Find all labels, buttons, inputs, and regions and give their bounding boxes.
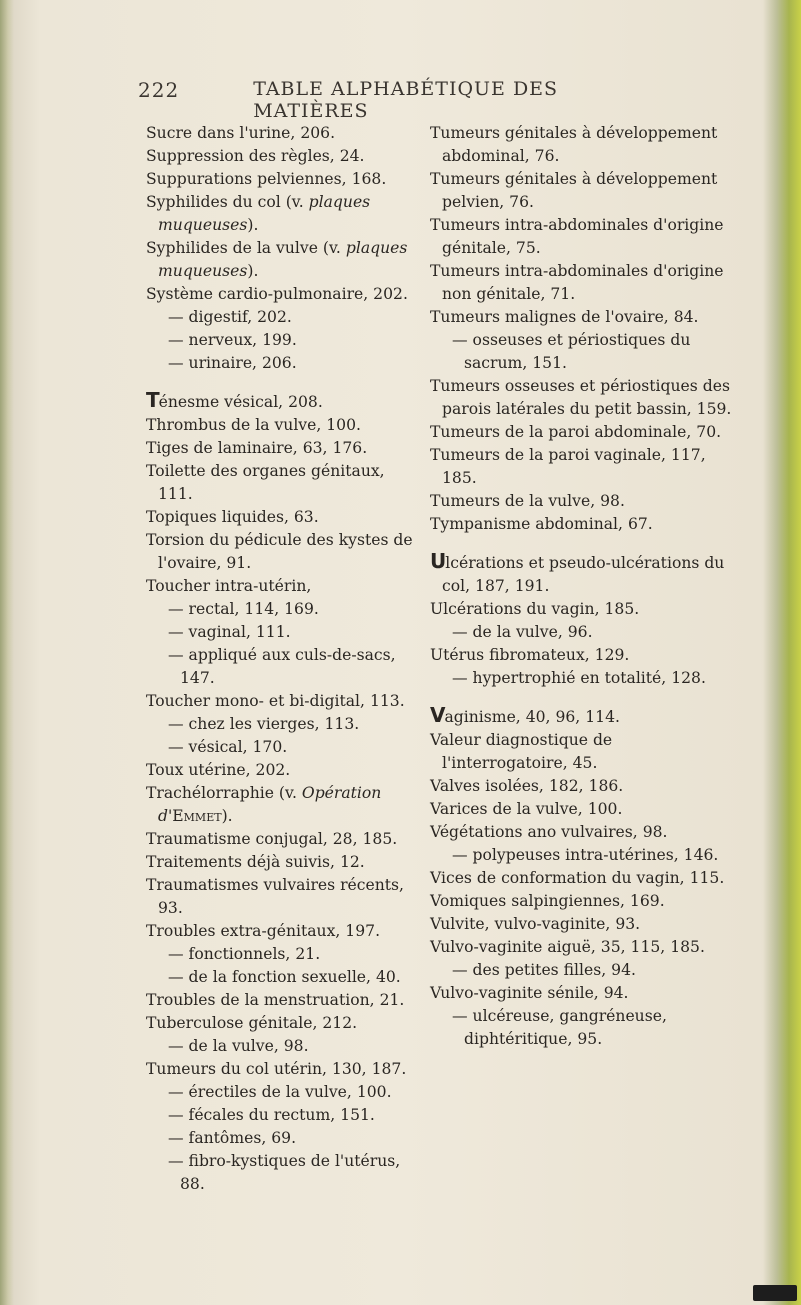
index-entry (146, 529, 416, 575)
index-entry (430, 936, 735, 959)
entry-text: Syphilides de la vulve (v. (146, 239, 346, 257)
entry-text: — érectiles de la vulve, 100. (168, 1083, 392, 1101)
entry-text: — fantômes, 69. (168, 1129, 297, 1147)
index-entry (146, 168, 416, 191)
entry-text: Tumeurs de la vulve, 98. (430, 492, 625, 510)
index-entry (430, 704, 735, 729)
index-entry (430, 122, 735, 168)
index-entry (146, 437, 416, 460)
index-subentry (146, 966, 416, 989)
entry-text: Tiges de laminaire, 63, 176. (146, 439, 368, 457)
entry-text: — digestif, 202. (168, 308, 292, 326)
index-subentry (146, 1150, 416, 1196)
index-subentry (146, 644, 416, 690)
index-entry (430, 421, 735, 444)
entry-text: Système cardio-pulmonaire, 202. (146, 285, 408, 303)
index-entry (430, 890, 735, 913)
entry-text: — hypertrophié en totalité, 128. (452, 669, 706, 687)
entry-text: Tumeurs malignes de l'ovaire, 84. (430, 308, 699, 326)
entry-text: Troubles extra-génitaux, 197. (146, 922, 381, 940)
entry-text: ). (221, 807, 233, 825)
entry-text: Tumeurs de la paroi abdominale, 70. (430, 423, 722, 441)
entry-text: Utérus fibromateux, 129. (430, 646, 630, 664)
entry-text: Tumeurs génitales à développement abdominal, 76. (430, 124, 718, 165)
index-subentry (430, 667, 735, 690)
entry-text: Tumeurs de la paroi vaginale, 117, 185. (430, 446, 706, 487)
entry-text: Toucher mono- et bi-digital, 113. (146, 692, 405, 710)
section-initial: U (430, 549, 446, 573)
index-entry (430, 598, 735, 621)
index-entry (146, 828, 416, 851)
index-entry (430, 913, 735, 936)
index-column-left (146, 122, 416, 1196)
entry-text: — osseuses et périostiques du sacrum, 151. (452, 331, 691, 372)
entry-text: — nerveux, 199. (168, 331, 297, 349)
index-entry (146, 690, 416, 713)
entry-text: — appliqué aux culs-de-sacs, 147. (168, 646, 396, 687)
index-entry (430, 867, 735, 890)
index-subentry (146, 713, 416, 736)
index-entry (430, 821, 735, 844)
entry-italic-ref: plaques muqueuses (158, 239, 408, 280)
index-column-right (430, 122, 735, 1051)
entry-text: — vaginal, 111. (168, 623, 291, 641)
index-subentry (146, 1035, 416, 1058)
entry-text: Traitements déjà suivis, 12. (146, 853, 365, 871)
index-subentry (430, 1005, 735, 1051)
entry-text: Suppurations pelviennes, 168. (146, 170, 387, 188)
index-subentry (430, 329, 735, 375)
index-entry (146, 759, 416, 782)
index-entry (430, 798, 735, 821)
page-number: 222 (138, 78, 180, 102)
index-entry (146, 145, 416, 168)
entry-text: ). (247, 262, 259, 280)
entry-text: énesme vésical, 208. (158, 393, 323, 411)
entry-text: — des petites filles, 94. (452, 961, 636, 979)
index-entry (146, 1012, 416, 1035)
index-entry (430, 490, 735, 513)
entry-text: aginisme, 40, 96, 114. (444, 708, 620, 726)
entry-text: Tympanisme abdominal, 67. (430, 515, 653, 533)
entry-text: — rectal, 114, 169. (168, 600, 319, 618)
index-entry (430, 375, 735, 421)
page-right-edge (763, 0, 801, 1305)
index-entry (146, 122, 416, 145)
section-initial: V (430, 703, 445, 727)
entry-text: Tumeurs osseuses et périostiques des parois latérales du petit bassin, 159. (430, 377, 732, 418)
index-entry (430, 729, 735, 775)
entry-text: Trachélorraphie (v. (146, 784, 302, 802)
entry-text: Syphilides du col (v. (146, 193, 309, 211)
entry-text: Traumatismes vulvaires récents, 93. (146, 876, 404, 917)
entry-text: — de la fonction sexuelle, 40. (168, 968, 401, 986)
entry-text: Topiques liquides, 63. (146, 508, 319, 526)
entry-text: — chez les vierges, 113. (168, 715, 360, 733)
index-entry (146, 1058, 416, 1081)
entry-text: Ulcérations du vagin, 185. (430, 600, 640, 618)
entry-text: — polypeuses intra-utérines, 146. (452, 846, 719, 864)
index-entry (430, 260, 735, 306)
entry-text: — fibro-kystiques de l'utérus, 88. (168, 1152, 401, 1193)
entry-italic-ref: plaques muqueuses (158, 193, 371, 234)
index-entry (146, 851, 416, 874)
entry-text: Vulvo-vaginite sénile, 94. (430, 984, 629, 1002)
index-entry (146, 389, 416, 414)
index-entry (430, 168, 735, 214)
index-subentry (146, 1104, 416, 1127)
entry-text: Torsion du pédicule des kystes de l'ovaire, 91. (146, 531, 413, 572)
index-entry (146, 874, 416, 920)
entry-text: — de la vulve, 96. (452, 623, 593, 641)
index-entry (146, 989, 416, 1012)
section-initial: T (146, 388, 159, 412)
entry-text: Vices de conformation du vagin, 115. (430, 869, 725, 887)
entry-text: Tumeurs du col utérin, 130, 187. (146, 1060, 407, 1078)
entry-text: — fonctionnels, 21. (168, 945, 321, 963)
entry-text: Varices de la vulve, 100. (430, 800, 623, 818)
entry-text: Suppression des règles, 24. (146, 147, 365, 165)
entry-text: — fécales du rectum, 151. (168, 1106, 375, 1124)
index-entry (146, 460, 416, 506)
index-entry (430, 513, 735, 536)
index-subentry (146, 736, 416, 759)
index-entry (146, 920, 416, 943)
entry-text: Valeur diagnostique de l'interrogatoire, 45. (430, 731, 613, 772)
index-entry (430, 550, 735, 598)
entry-text: — de la vulve, 98. (168, 1037, 309, 1055)
index-entry (146, 506, 416, 529)
index-entry (146, 191, 416, 237)
index-entry (146, 237, 416, 283)
index-entry (430, 444, 735, 490)
index-entry (430, 306, 735, 329)
entry-text: Tumeurs intra-abdominales d'origine génitale, 75. (430, 216, 724, 257)
index-subentry (146, 943, 416, 966)
index-subentry (146, 1127, 416, 1150)
entry-smallcaps-ref: Emmet (172, 807, 222, 825)
entry-text: Tumeurs intra-abdominales d'origine non génitale, 71. (430, 262, 724, 303)
entry-text: Vulvo-vaginite aiguë, 35, 115, 185. (430, 938, 705, 956)
index-subentry (146, 621, 416, 644)
entry-text: lcérations et pseudo-ulcérations du col, 187, 191. (442, 554, 725, 595)
index-subentry (146, 598, 416, 621)
entry-text: Sucre dans l'urine, 206. (146, 124, 336, 142)
index-subentry (146, 306, 416, 329)
entry-text: — urinaire, 206. (168, 354, 297, 372)
entry-text: Vulvite, vulvo-vaginite, 93. (430, 915, 641, 933)
index-entry (146, 575, 416, 598)
entry-text: Tuberculose génitale, 212. (146, 1014, 358, 1032)
entry-text: Végétations ano vulvaires, 98. (430, 823, 668, 841)
index-subentry (146, 329, 416, 352)
index-subentry (430, 844, 735, 867)
entry-text: — vésical, 170. (168, 738, 288, 756)
entry-italic-ref: Opération d' (158, 784, 382, 825)
running-header (138, 78, 638, 122)
corner-mark (753, 1285, 797, 1301)
entry-text: Tumeurs génitales à développement pelvien, 76. (430, 170, 718, 211)
entry-text: Valves isolées, 182, 186. (430, 777, 624, 795)
entry-text: Troubles de la menstruation, 21. (146, 991, 405, 1009)
page-header-title: TABLE ALPHABÉTIQUE DES MATIÈRES (253, 78, 559, 122)
index-entry (430, 214, 735, 260)
index-subentry (430, 621, 735, 644)
entry-text: ). (247, 216, 259, 234)
index-entry (430, 644, 735, 667)
entry-text: Traumatisme conjugal, 28, 185. (146, 830, 398, 848)
page-left-edge (0, 0, 14, 1305)
index-entry (146, 414, 416, 437)
index-entry (146, 782, 416, 828)
index-subentry (146, 352, 416, 375)
index-subentry (146, 1081, 416, 1104)
index-entry (146, 283, 416, 306)
entry-text: Vomiques salpingiennes, 169. (430, 892, 665, 910)
entry-text: Toilette des organes génitaux, 111. (146, 462, 385, 503)
index-subentry (430, 959, 735, 982)
entry-text: — ulcéreuse, gangréneuse, diphtéritique, 95. (452, 1007, 667, 1048)
entry-text: Toux utérine, 202. (146, 761, 291, 779)
entry-text: Toucher intra-utérin, (146, 577, 312, 595)
index-entry (430, 982, 735, 1005)
index-entry (430, 775, 735, 798)
entry-text: Thrombus de la vulve, 100. (146, 416, 361, 434)
